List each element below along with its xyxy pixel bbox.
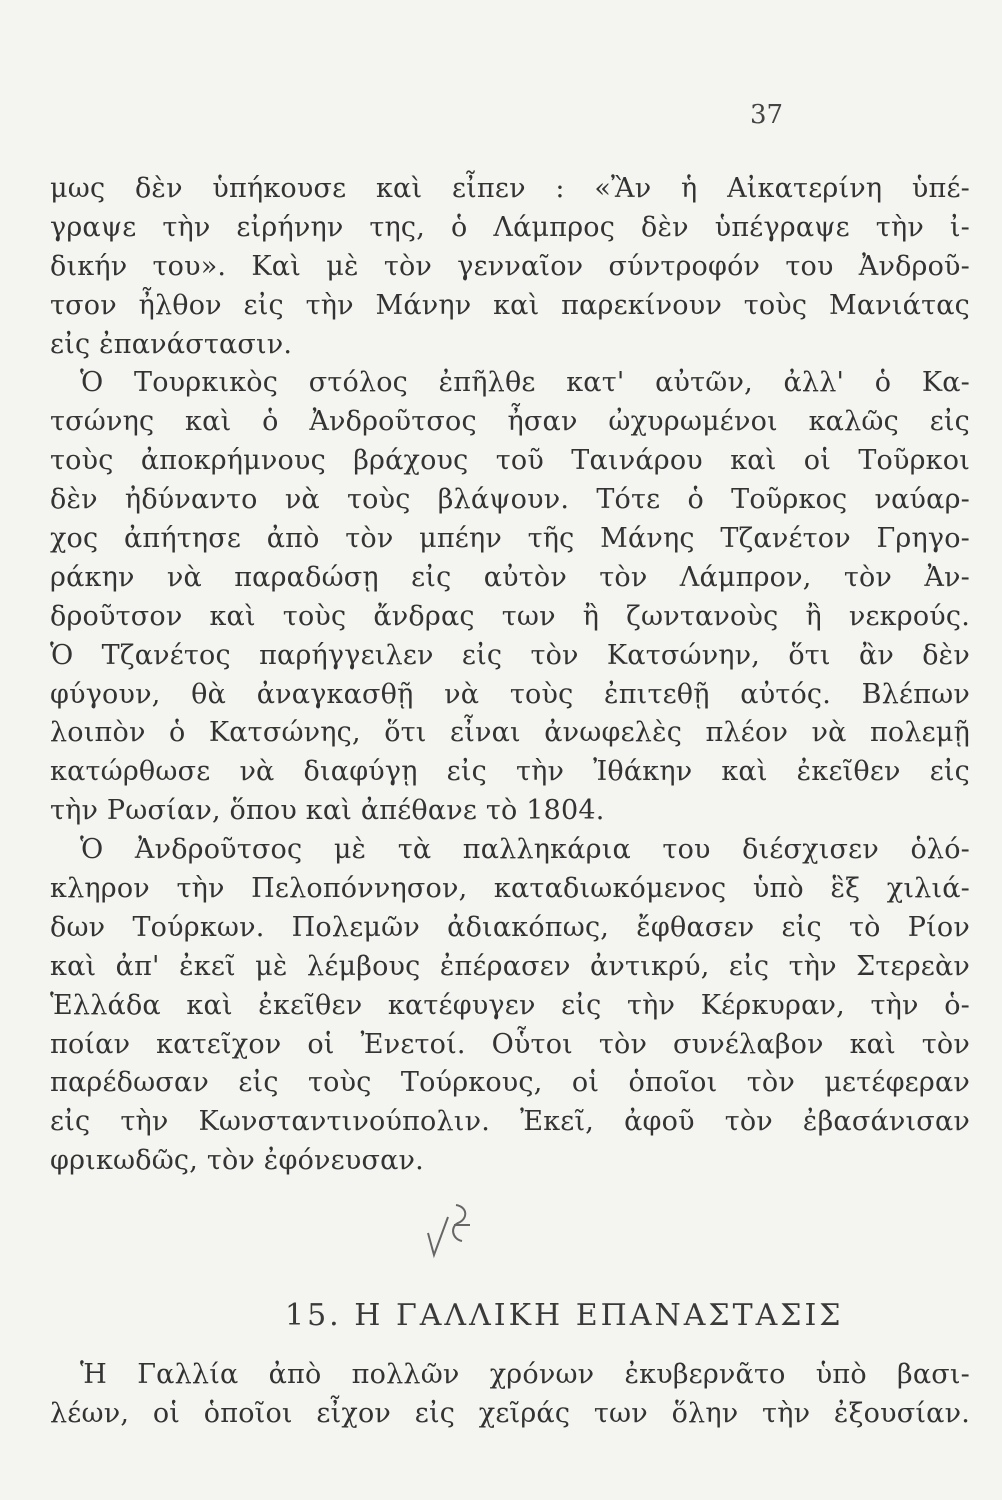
text-line: δων Τούρκων. Πολεμῶν ἀδιακόπως, ἔφθασεν εἰς τὸ Ρίον xyxy=(50,911,970,943)
text-line: κατώρθωσε νὰ διαφύγῃ εἰς τὴν Ἰθάκην καὶ ἐκεῖθεν εἰς xyxy=(50,756,970,788)
text-line: ράκην νὰ παραδώσῃ εἰς αὐτὸν τὸν Λάμπρον, τὸν Ἀν- xyxy=(50,561,970,593)
text-line: εἰς τὴν Κωνσταντινούπολιν. Ἐκεῖ, ἀφοῦ τὸν ἐβασάνισαν xyxy=(50,1106,970,1138)
text-line: φρικωδῶς, τὸν ἐφόνευσαν. xyxy=(50,1145,424,1177)
text-line: Ὁ Τουρκικὸς στόλος ἐπῆλθε κατ' αὐτῶν, ἀλλ' ὁ Κα- xyxy=(80,367,970,399)
text-line: καὶ ἀπ' ἐκεῖ μὲ λέμβους ἐπέρασεν ἀντικρύ, εἰς τὴν Στερεὰν xyxy=(50,950,970,982)
text-line: δὲν ἠδύναντο νὰ τοὺς βλάψουν. Τότε ὁ Τοῦρκος ναύαρ- xyxy=(50,484,970,516)
text-line: τσώνης καὶ ὁ Ἀνδροῦτσος ἦσαν ὠχυρωμένοι καλῶς εἰς xyxy=(50,406,970,438)
text-line: παρέδωσαν εἰς τοὺς Τούρκους, οἱ ὁποῖοι τὸν μετέφεραν xyxy=(50,1067,970,1099)
text-line: χος ἀπήτησε ἀπὸ τὸν μπέην τῆς Μάνης Τζανέτον Γρηγο- xyxy=(50,523,970,555)
text-line: τσον ἦλθον εἰς τὴν Μάνην καὶ παρεκίνουν τοὺς Μανιάτας xyxy=(50,289,970,321)
page-number: 37 xyxy=(750,100,784,130)
text-line: κληρον τὴν Πελοπόννησον, καταδιωκόμενος ὑπὸ ἓξ χιλιά- xyxy=(50,873,970,905)
text-line: τὴν Ρωσίαν, ὅπου καὶ ἀπέθανε τὸ 1804. xyxy=(50,795,605,827)
handwritten-mark-icon xyxy=(420,1195,480,1265)
text-line: φύγουν, θὰ ἀναγκασθῇ νὰ τοὺς ἐπιτεθῇ αὐτός. Βλέπων xyxy=(50,678,970,710)
section-heading: 15. Η ΓΑΛΛΙΚΗ ΕΠΑΝΑΣΤΑΣΙΣ xyxy=(285,1298,844,1333)
text-line: λοιπὸν ὁ Κατσώνης, ὅτι εἶναι ἀνωφελὲς πλέον νὰ πολεμῇ xyxy=(50,717,970,749)
text-line: δροῦτσον καὶ τοὺς ἄνδρας των ἢ ζωντανοὺς ἢ νεκρούς. xyxy=(50,600,970,632)
text-line: τοὺς ἀποκρήμνους βράχους τοῦ Ταινάρου καὶ οἱ Τοῦρκοι xyxy=(50,445,970,477)
text-line: δικήν του». Καὶ μὲ τὸν γενναῖον σύντροφόν του Ἀνδροῦ- xyxy=(50,250,970,282)
text-line: Ἡ Γαλλία ἀπὸ πολλῶν χρόνων ἐκυβερνᾶτο ὑπὸ βασι- xyxy=(80,1359,970,1390)
body-text xyxy=(50,170,970,1181)
section-text xyxy=(50,1356,970,1434)
text-line: Ὁ Τζανέτος παρήγγειλεν εἰς τὸν Κατσώνην, ὅτι ἂν δὲν xyxy=(50,639,970,671)
text-line: γραψε τὴν εἰρήνην της, ὁ Λάμπρος δὲν ὑπέγραψε τὴν ἰ- xyxy=(50,211,970,243)
text-line: ποίαν κατεῖχον οἱ Ἐνετοί. Οὗτοι τὸν συνέλαβον καὶ τὸν xyxy=(50,1028,970,1060)
text-line: μως δὲν ὑπήκουσε καὶ εἶπεν : «Ἂν ἡ Αἰκατερίνη ὑπέ- xyxy=(50,173,970,204)
text-line: εἰς ἐπανάστασιν. xyxy=(50,328,293,360)
text-line: λέων, οἱ ὁποῖοι εἶχον εἰς χεῖράς των ὅλην τὴν ἐξουσίαν. xyxy=(50,1397,970,1429)
text-line: Ὁ Ἀνδροῦτσος μὲ τὰ παλληκάρια του διέσχισεν ὁλό- xyxy=(80,834,970,866)
text-line: Ἑλλάδα καὶ ἐκεῖθεν κατέφυγεν εἰς τὴν Κέρκυραν, τὴν ὁ- xyxy=(50,989,970,1021)
